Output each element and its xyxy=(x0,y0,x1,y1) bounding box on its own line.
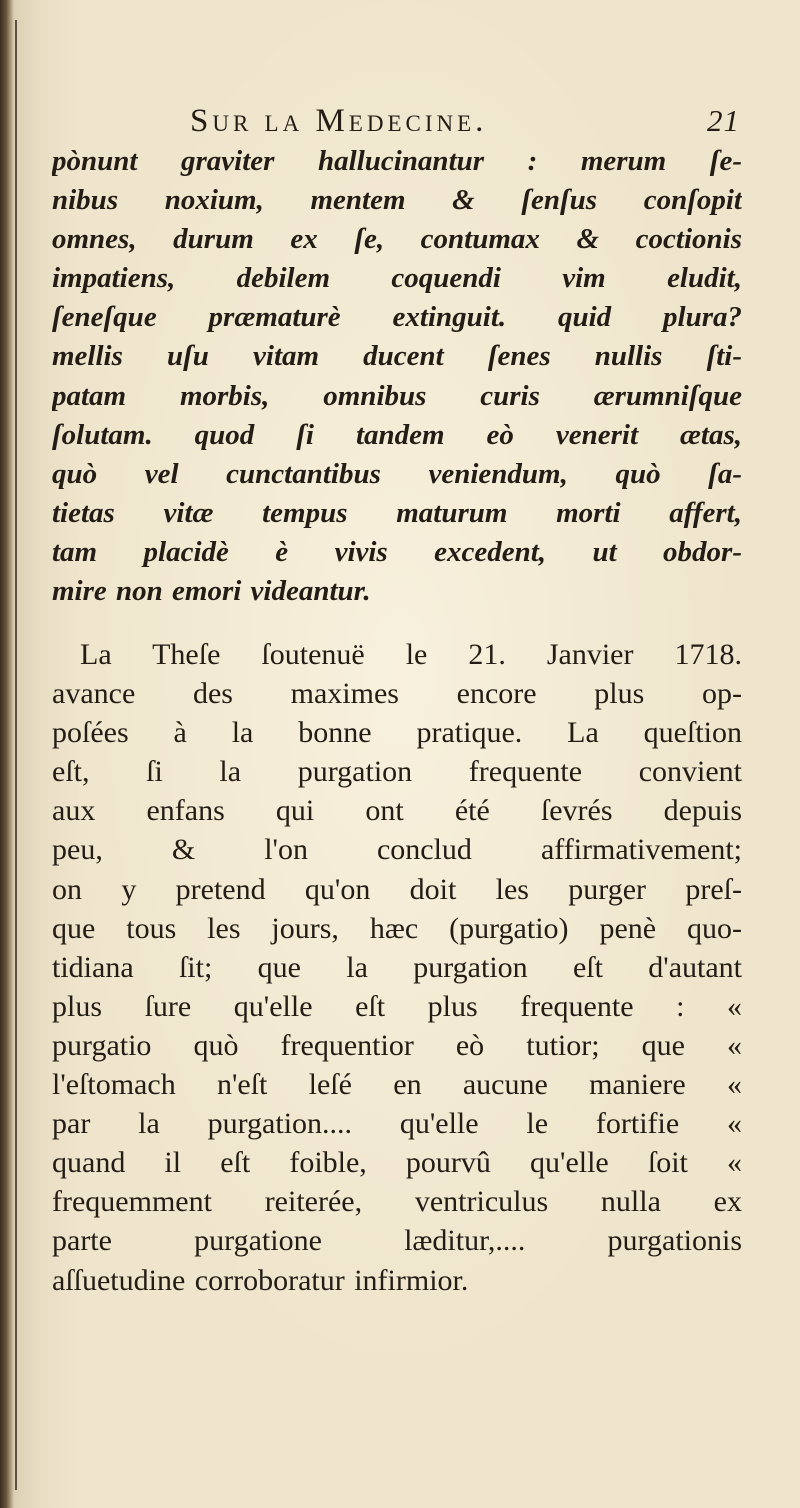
text-line: mellis uſu vitam ducent ſenes nullis ſti- xyxy=(52,340,742,373)
text-line: tam placidè è vivis excedent, ut obdor- xyxy=(52,535,742,568)
text-line: parte purgatione læditur,.... purgationis xyxy=(52,1224,742,1258)
text-line: purgatio quò frequentior eò tutior; que « xyxy=(52,1028,742,1062)
french-paragraph xyxy=(52,635,742,1300)
text-line: mire non emori videantur. xyxy=(52,575,371,608)
text-line: on y pretend qu'on doit les purger preſ- xyxy=(52,872,742,906)
text-line: que tous les jours, hæc (purgatio) penè quo- xyxy=(52,911,742,945)
text-line: quò vel cunctantibus veniendum, quò ſa- xyxy=(52,457,742,490)
text-line: tietas vitæ tempus maturum morti affert, xyxy=(52,496,742,529)
text-line: La Theſe ſoutenuë le 21. Janvier 1718. xyxy=(80,638,742,671)
text-line: l'eſtomach n'eſt leſé en aucune maniere « xyxy=(52,1068,742,1102)
latin-quotation xyxy=(52,142,742,611)
text-line: patam morbis, omnibus curis ærumniſque xyxy=(52,379,742,412)
page-number: 21 xyxy=(707,103,740,138)
text-line: plus ſure qu'elle eſt plus frequente : « xyxy=(52,989,742,1023)
text-line: pònunt graviter hallucinantur : merum ſe- xyxy=(52,145,742,177)
text-line: avance des maximes encore plus op- xyxy=(52,677,742,711)
binding-rule xyxy=(15,20,17,1490)
text-line: frequemment reiterée, ventriculus nulla ex xyxy=(52,1185,742,1219)
text-line: poſées à la bonne pratique. La queſtion xyxy=(52,716,742,750)
text-line: nibus noxium, mentem & ſenſus conſopit xyxy=(52,184,742,217)
text-line: aux enfans qui ont été ſevrés depuis xyxy=(52,794,742,828)
text-line: ſolutam. quod ſi tandem eò venerit ætas, xyxy=(52,418,742,451)
text-line: tidiana ſit; que la purgation eſt d'autant xyxy=(52,950,742,984)
page-header xyxy=(190,103,740,143)
text-line: eſt, ſi la purgation frequente convient xyxy=(52,755,742,789)
text-line: ſeneſque præmaturè extinguit. quid plura? xyxy=(52,301,742,334)
text-line: omnes, durum ex ſe, contumax & coctionis xyxy=(52,223,742,256)
text-line: par la purgation.... qu'elle le fortifie « xyxy=(52,1107,742,1141)
text-line: quand il eſt foible, pourvû qu'elle ſoit « xyxy=(52,1146,742,1180)
text-line: aſſuetudine corroboratur infirmior. xyxy=(52,1263,469,1297)
binding-edge xyxy=(0,0,14,1508)
text-line: impatiens, debilem coquendi vim eludit, xyxy=(52,262,742,295)
text-line: peu, & l'on conclud affirmativement; xyxy=(52,833,742,867)
running-title: Sur la Medecine. xyxy=(190,103,488,139)
